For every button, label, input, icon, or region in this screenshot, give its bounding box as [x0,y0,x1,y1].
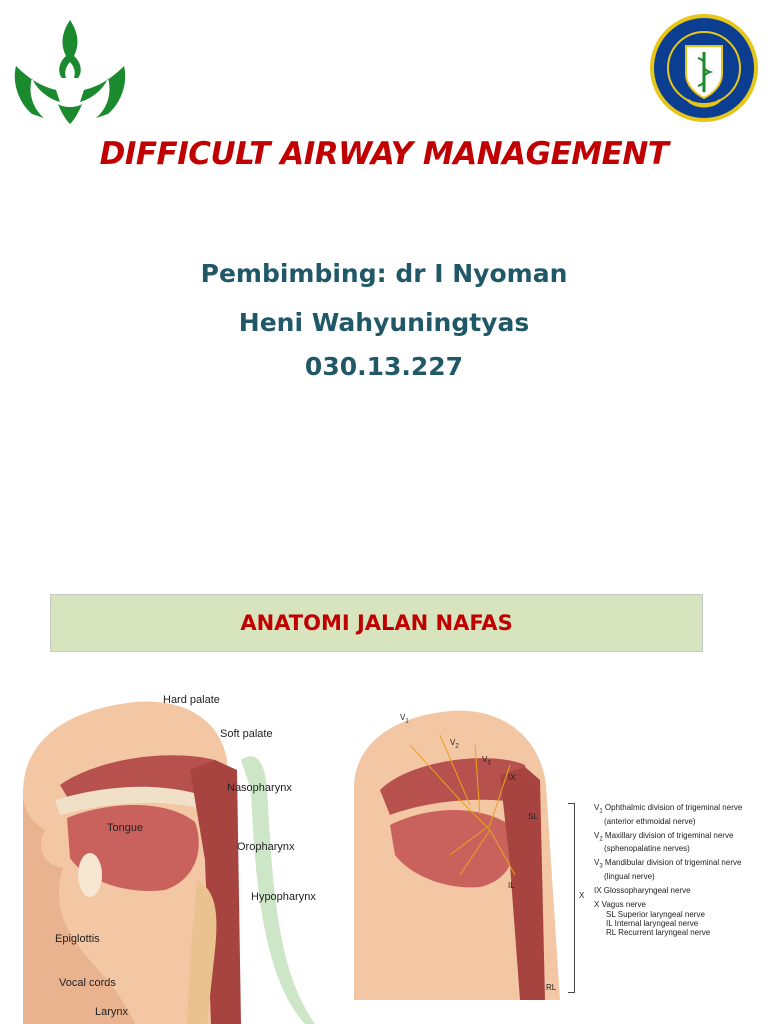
vagus-branch: SL Superior laryngeal nerve [606,909,705,919]
legend-item: $V_3$ Mandibular division of trigeminal nerve (lingual nerve) [594,858,742,881]
label-rl: RL [546,983,557,992]
bracket [568,803,575,993]
label-nasopharynx: Nasopharynx [227,782,292,794]
label-v2: $V_2$ [450,738,459,750]
label-v1: $V_1$ [400,713,409,725]
supervisor-line: Pembimbing: dr I Nyoman [200,259,568,288]
label-oropharynx: Oropharynx [237,841,295,853]
student-id: 030.13.227 [304,352,464,381]
label-hypopharynx: Hypopharynx [251,891,316,903]
legend-item: $V_1$ Ophthalmic division of trigeminal nerve (anterior ethmoidal nerve) [594,803,743,826]
university-emblem-icon [10,18,130,126]
vagus-branch: RL Recurrent laryngeal nerve [606,927,711,937]
label-soft-palate: Soft palate [220,728,273,740]
legend-item: X Vagus nerve [594,899,646,909]
label-vocal-cords: Vocal cords [59,977,116,989]
label-epiglottis: Epiglottis [55,933,100,945]
label-ix: IX [508,773,516,782]
legend-item: IX Glossopharyngeal nerve [594,885,691,895]
airway-anatomy-figure [15,690,355,1024]
label-hard-palate: Hard palate [163,694,220,706]
slide-title: DIFFICULT AIRWAY MANAGEMENT [99,136,669,172]
legend-item: $V_2$ Maxillary division of trigeminal nerve (sphenopalatine nerves) [594,830,734,854]
vagus-branch: IL Internal laryngeal nerve [606,918,699,928]
label-x: X [579,891,585,900]
nerve-legend [594,803,766,937]
section-heading-banner [50,594,703,652]
label-v3: $V_3$ [482,755,491,767]
label-larynx: Larynx [95,1006,129,1018]
label-sl: SL [528,812,538,821]
student-name: Heni Wahyuningtyas [238,308,530,337]
label-tongue: Tongue [107,822,144,834]
airway-innervation-figure [350,705,768,1005]
navy-medical-badge-icon [648,12,760,124]
label-il: IL [508,881,515,890]
section-heading: ANATOMI JALAN NAFAS [240,611,513,635]
